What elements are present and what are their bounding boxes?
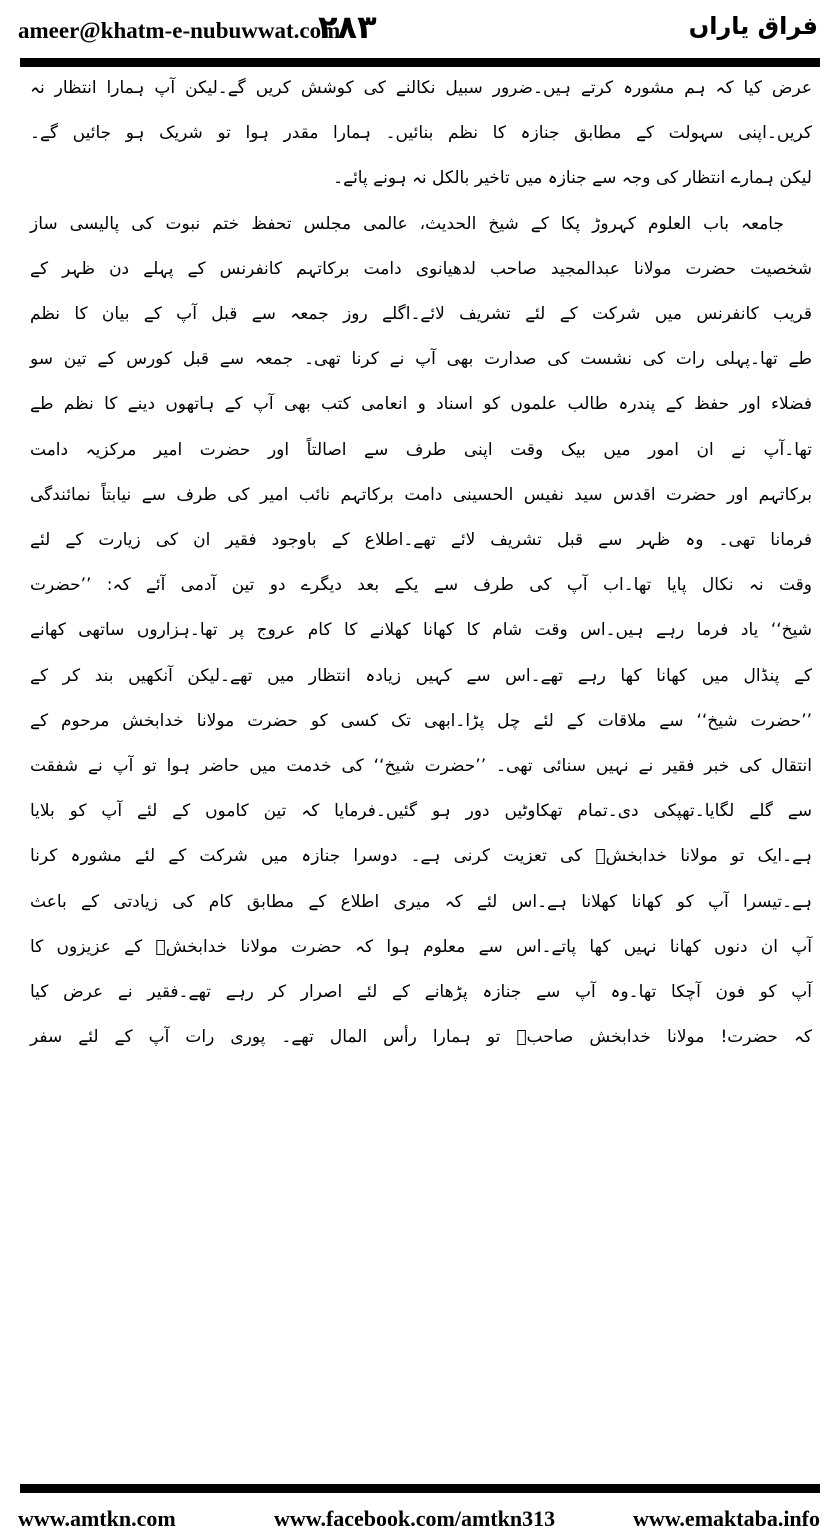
text-line: کے پنڈال میں کھانا کھا رہے تھے۔اس سے کہیں زیادہ انتظار میں تھے۔لیکن آنکھیں بند کر کے (30, 665, 812, 686)
text-line: کہ حضرت! مولانا خدابخش صاحبؒ تو ہمارا رأس المال تھے۔ پوری رات آپ کے لئے سفر (30, 1027, 812, 1048)
page-number: ۲۸۳ (318, 8, 377, 46)
text-line: جامعہ باب العلوم کہروڑ پکا کے شیخ الحدیث، عالمی مجلس تحفظ ختم نبوت کی پالیسی ساز (30, 213, 784, 234)
text-line: آپ ان دنوں کھانا نہیں کھا پاتے۔اس سے معلوم ہوا کہ حضرت مولانا خدابخشؒ کے عزیزوں کا (30, 936, 812, 957)
text-line: آپ کو فون آچکا تھا۔وہ آپ سے جنازہ پڑھانے کے لئے اصرار کر رہے تھے۔فقیر نے عرض کیا (30, 982, 812, 1003)
text-line: شخصیت حضرت مولانا عبدالمجید صاحب لدھیانوی دامت برکاتہم کانفرنس کے پہلے دن ظہر کے (30, 258, 812, 279)
footer-link-amtkn[interactable]: www.amtkn.com (18, 1506, 176, 1531)
text-line: کریں۔اپنی سہولت کے مطابق جنازہ کا نظم بنائیں۔ ہمارا مقدر ہوا تو شریک ہو جائیں گے۔ (30, 123, 812, 144)
text-line: سے گلے لگایا۔تھپکی دی۔تمام تھکاوٹیں دور ہو گئیں۔فرمایا کہ تین کاموں کے لئے آپ کو بلایا (30, 801, 812, 822)
footer-link-facebook[interactable]: www.facebook.com/amtkn313 (274, 1506, 556, 1531)
text-line: قریب کانفرنس میں شرکت کے لئے تشریف لائے۔اگلے روز جمعہ سے قبل آپ کے بیان کا نظم (30, 304, 812, 325)
text-line: لیکن ہمارے انتظار کی وجہ سے جنازہ میں تاخیر بالکل نہ ہونے پائے۔ (333, 168, 812, 189)
header-email: ameer@khatm-e-nubuwwat.com (18, 18, 341, 43)
book-title: فراق یاراں (688, 12, 818, 40)
text-line: ہے۔ایک تو مولانا خدابخشؒ کی تعزیت کرنی ہے۔ دوسرا جنازہ میں شرکت کے لئے مشورہ کرنا (30, 846, 812, 867)
text-line: عرض کیا کہ ہم مشورہ کرتے ہیں۔ضرور سبیل نکالنے کی کوشش کریں گے۔لیکن آپ ہمارا انتظار نہ (30, 78, 812, 98)
text-line: طے تھا۔پہلی رات کی نشست کی صدارت بھی آپ نے کرنا تھی۔ جمعہ سے قبل کورس کے تین سو (30, 349, 812, 370)
text-line: انتقال کی خبر فقیر نے نہیں سنائی تھی۔ ’’حضرت شیخ‘‘ کی خدمت میں حاضر ہوا تو آپ نے شفقت (30, 756, 812, 777)
text-line: وقت نہ نکال پایا تھا۔اب آپ کی طرف سے یکے بعد دیگرے دو تین آدمی آئے کہ: ’’حضرت (30, 575, 812, 596)
footer-divider (20, 1484, 820, 1493)
text-line: برکاتہم اور حضرت اقدس سید نفیس الحسینی دامت برکاتہم نائب امیر کی طرف سے نیابتاً نمائندگی (30, 484, 812, 505)
text-line: ہے۔تیسرا آپ کو کھانا کھلانا ہے۔اس لئے کہ میری اطلاع کے مطابق کام کی زیادتی کے باعث (30, 891, 812, 912)
text-line: شیخ‘‘ یاد فرما رہے ہیں۔اس وقت شام کا کھانا کھلانے کا کام عروج پر تھا۔ہزاروں ساتھی کھانے (30, 620, 812, 641)
footer-link-emaktaba[interactable]: www.emaktaba.info (632, 1506, 820, 1531)
text-line: ’’حضرت شیخ‘‘ سے ملاقات کے لئے چل پڑا۔ابھی تک کسی کو حضرت مولانا خدابخش مرحوم کے (30, 710, 812, 731)
text-line: تھا۔آپ نے ان امور میں بیک وقت اپنی طرف سے اصالتاً اور حضرت امیر مرکزیہ دامت (30, 439, 812, 460)
text-line: فرمانا تھی۔ وہ ظہر سے قبل تشریف لائے تھے۔اطلاع کے باوجود فقیر ان کی زیارت کے لئے (30, 530, 812, 551)
text-line: فضلاء اور حفظ کے پندرہ طالب علموں کو اسناد و انعامی کتب بھی آپ کے ہاتھوں دینے کا نظم طے (30, 394, 812, 415)
page-body (30, 66, 812, 1060)
